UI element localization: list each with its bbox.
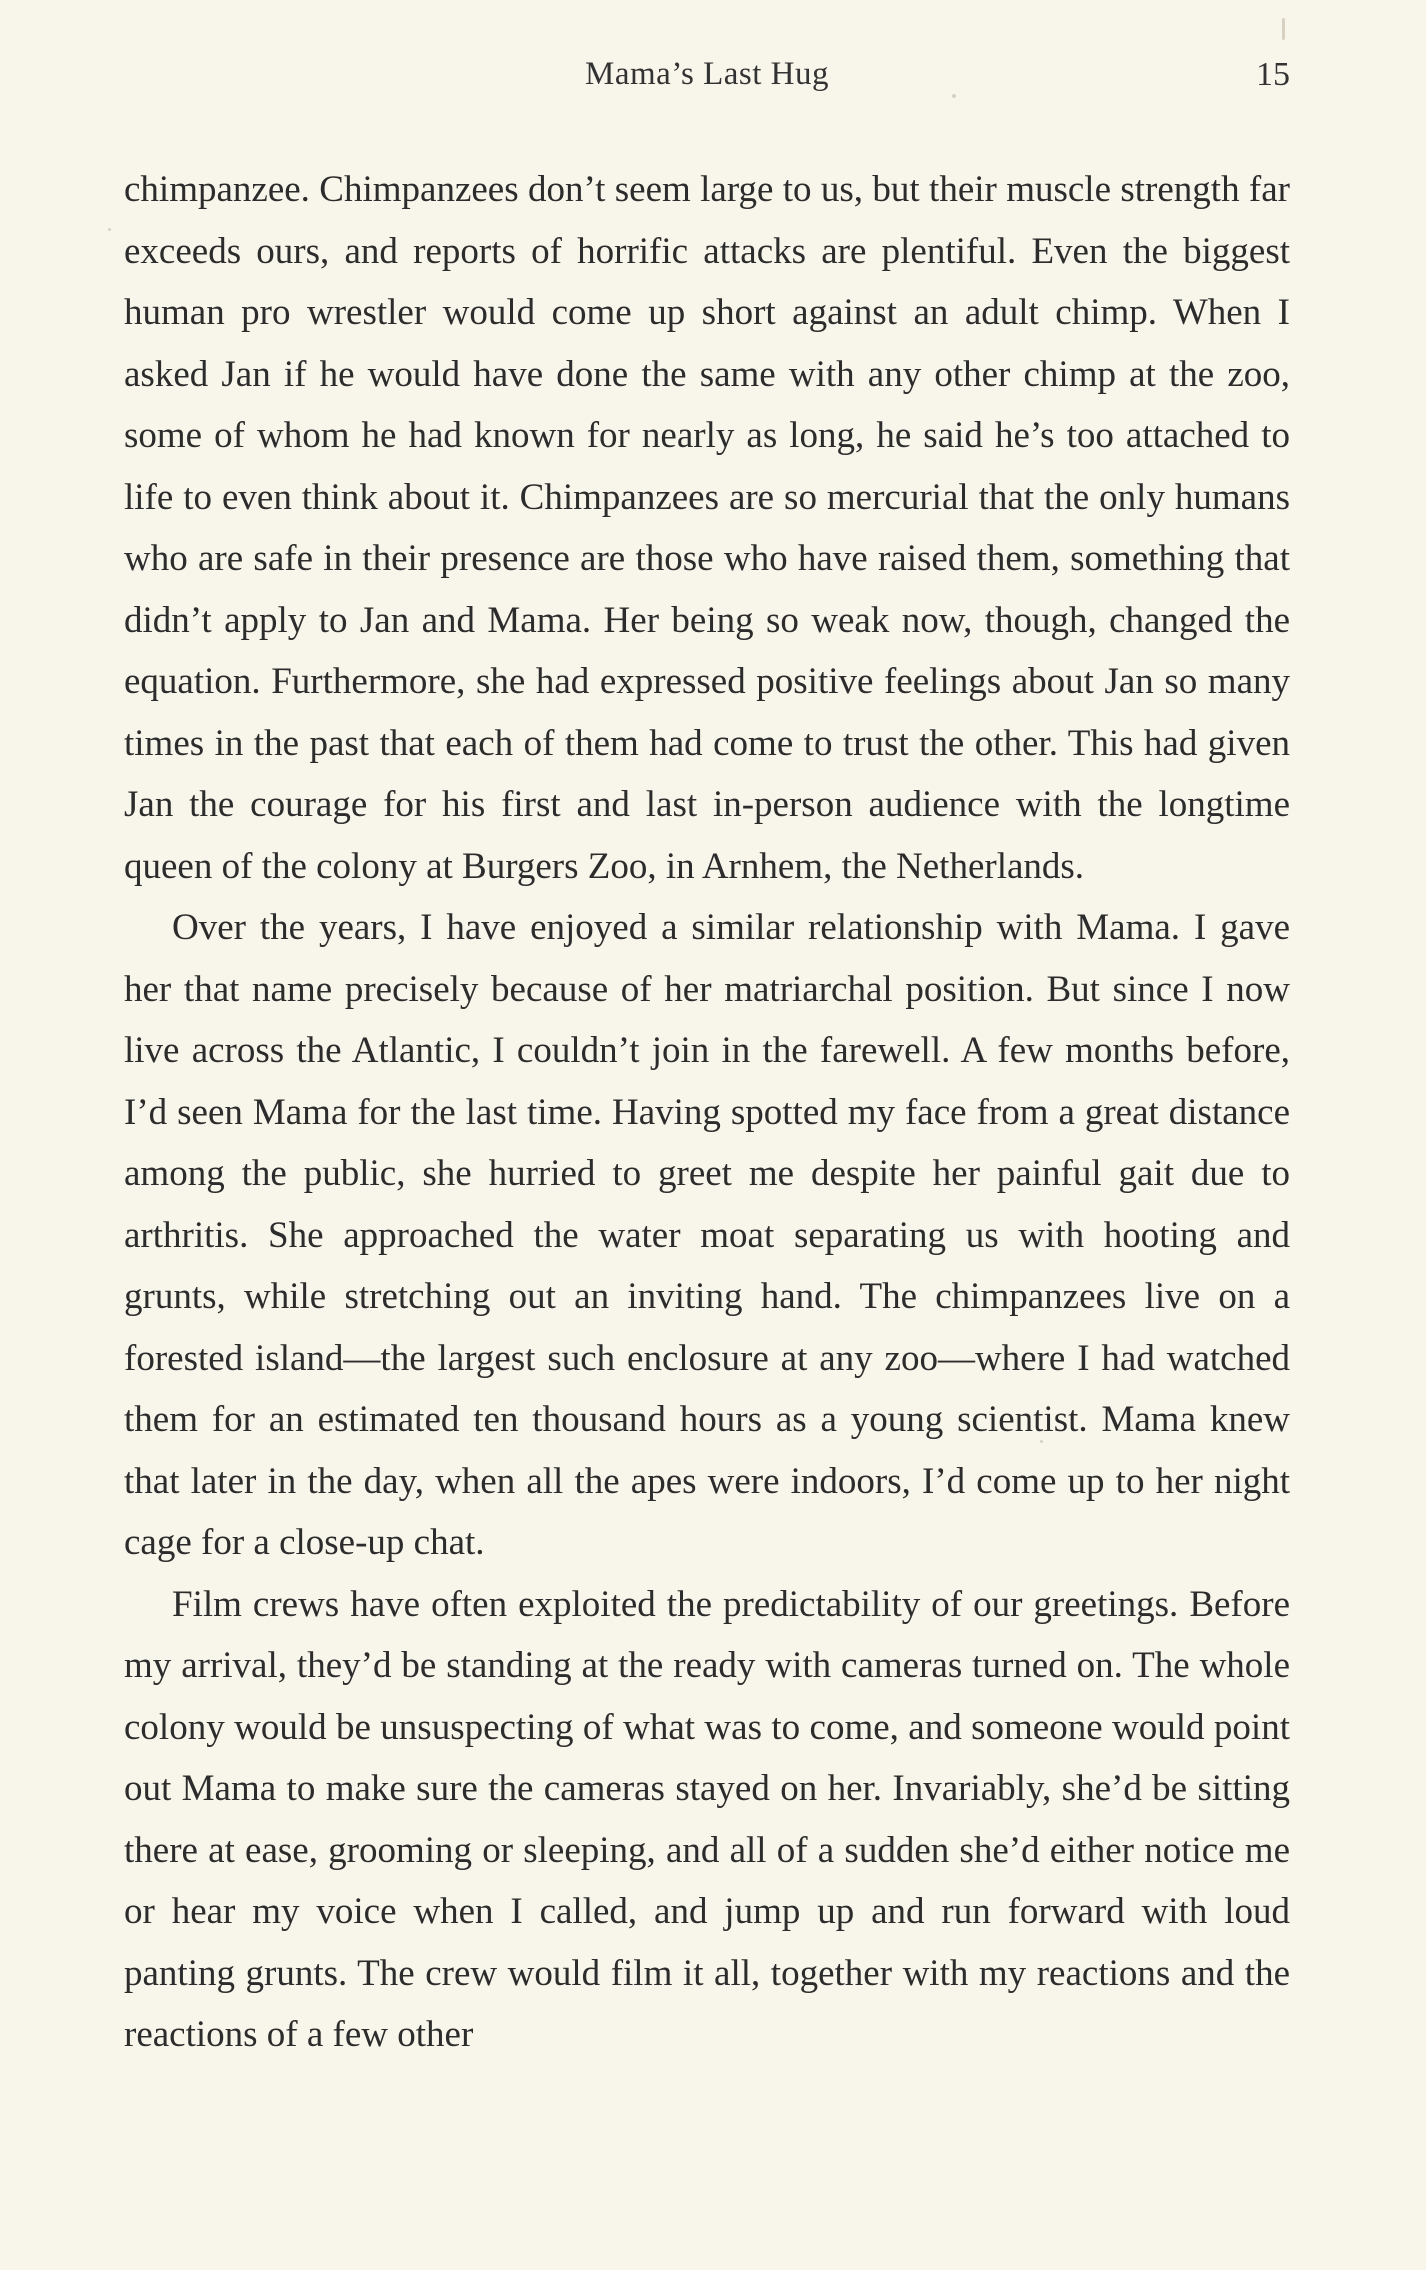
body-text (124, 159, 1290, 2066)
page-number: 15 (1256, 56, 1290, 93)
scan-speck (952, 94, 956, 98)
paragraph-3: Film crews have often exploited the predictability of our greetings. Before my arrival, they’d be standing at the ready with cameras turned on. The whole colony would be unsuspecting of what was to come, and someone would point out Mama to make sure the cameras stayed on her. Invariably, she’d be sitting there at ease, grooming or sleeping, and all of a sudden she’d either notice me or hear my voice when I called, and jump up and run forward with loud panting grunts. The crew would film it all, together with my reactions and the reactions of a few other (124, 1583, 1290, 2055)
running-title: Mama’s Last Hug (585, 56, 829, 92)
scan-speck (108, 228, 111, 231)
paragraph-2: Over the years, I have enjoyed a similar relationship with Mama. I gave her that name precisely because of her matriarchal position. But since I now live across the Atlantic, I couldn’t join in the farewell. A few months before, I’d seen Mama for the last time. Having spotted my face from a great distance among the public, she hurried to greet me despite her painful gait due to arthritis. She approached the water moat separating us with hooting and grunts, while stretching out an inviting hand. The chimpanzees live on a forested island—the largest such enclosure at any zoo—where I had watched them for an estimated ten thousand hours as a young scientist. Mama knew that later in the day, when all the apes were indoors, I’d come up to her night cage for a close-up chat. (124, 907, 1290, 1563)
paragraph-1: chimpanzee. Chimpanzees don’t seem large to us, but their muscle strength far exceeds ours, and reports of horrific attacks are plentiful. Even the biggest human pro wrestler would come up short against an adult chimp. When I asked Jan if he would have done the same with any other chimp at the zoo, some of whom he had known for nearly as long, he said he’s too attached to life to even think about it. Chimpanzees are so mercurial that the only humans who are safe in their presence are those who have raised them, something that didn’t apply to Jan and Mama. Her being so weak now, though, changed the equation. Furthermore, she had expressed positive feelings about Jan so many times in the past that each of them had come to trust the other. This had given Jan the courage for his first and last in-person audience with the longtime queen of the colony at Burgers Zoo, in Arnhem, the Netherlands. (124, 169, 1290, 887)
page-header (124, 56, 1290, 106)
scan-speck (1282, 18, 1285, 40)
scan-speck (1040, 1440, 1043, 1443)
